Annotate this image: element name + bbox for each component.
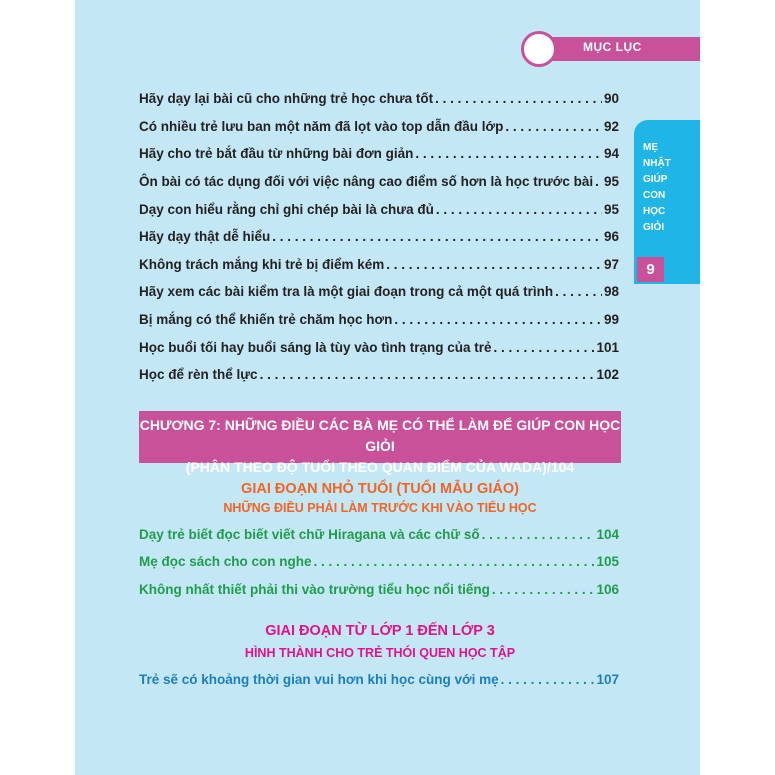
leader-dots xyxy=(394,312,602,327)
toc-entry-title: Mẹ đọc sách cho con nghe xyxy=(139,554,312,569)
toc-entry-page: 92 xyxy=(603,119,619,134)
leader-dots xyxy=(595,174,602,189)
toc-entry-page: 101 xyxy=(596,340,619,355)
leader-dots xyxy=(555,284,602,299)
chapter-heading-line: (PHÂN THEO ĐỘ TUỔI THEO QUAN ĐIỂM CỦA WADA)/104 xyxy=(185,459,575,475)
toc-entry[interactable] xyxy=(139,174,619,196)
toc-entry[interactable] xyxy=(139,554,619,576)
toc-entry[interactable] xyxy=(139,257,619,279)
leader-dots xyxy=(435,91,602,106)
leader-dots xyxy=(436,202,602,217)
side-tab-line: CON xyxy=(643,190,666,201)
toc-entry-page: 95 xyxy=(603,202,619,217)
section-subtitle: HÌNH THÀNH CHO TRẺ THÓI QUEN HỌC TẬP xyxy=(244,646,516,660)
toc-entry[interactable] xyxy=(139,340,619,362)
leader-dots xyxy=(505,119,602,134)
toc-entry-title: Học buổi tối hay buổi sáng là tùy vào tình trạng của trẻ xyxy=(139,340,492,355)
toc-entry-title: Dạy con hiểu rằng chỉ ghi chép bài là chưa đủ xyxy=(139,202,434,217)
toc-entry[interactable] xyxy=(139,312,619,334)
header-circle-icon xyxy=(521,31,557,67)
toc-entry-page: 105 xyxy=(596,554,619,569)
toc-entry[interactable] xyxy=(139,582,619,604)
toc-entry-page: 94 xyxy=(603,146,619,161)
toc-entry[interactable] xyxy=(139,672,619,694)
section-subtitle: NHỮNG ĐIỀU PHẢI LÀM TRƯỚC KHI VÀO TIỂU HỌC xyxy=(223,501,537,515)
toc-entry-title: Có nhiều trẻ lưu ban một năm đã lọt vào top dẫn đầu lớp xyxy=(139,119,504,134)
toc-entry[interactable] xyxy=(139,146,619,168)
toc-entry[interactable] xyxy=(139,229,619,251)
leader-dots xyxy=(501,672,595,687)
leader-dots xyxy=(415,146,602,161)
toc-entry-page: 99 xyxy=(603,312,619,327)
toc-entry[interactable] xyxy=(139,367,619,389)
side-tab-line: GIỎI xyxy=(643,222,665,233)
leader-dots xyxy=(494,340,595,355)
toc-entry-page: 96 xyxy=(603,229,619,244)
toc-entry-title: Hãy dạy thật dễ hiểu xyxy=(139,229,271,244)
chapter-heading-line: CHƯƠNG 7: NHỮNG ĐIỀU CÁC BÀ MẸ CÓ THỂ LÀM ĐỂ GIÚP CON HỌC GIỎI xyxy=(139,417,621,454)
leader-dots xyxy=(386,257,602,272)
toc-entry-title: Hãy xem các bài kiểm tra là một giai đoạn trong cả một quá trình xyxy=(139,284,554,299)
toc-entry-page: 95 xyxy=(603,174,619,189)
toc-entry[interactable] xyxy=(139,202,619,224)
toc-entry-page: 107 xyxy=(596,672,619,687)
chapter-number-badge: 9 xyxy=(637,257,664,282)
header-label: MỤC LỤC xyxy=(583,40,642,54)
leader-dots xyxy=(314,554,595,569)
section-title: GIAI ĐOẠN NHỎ TUỔI (TUỔI MẪU GIÁO) xyxy=(241,481,519,497)
toc-entry-title: Trẻ sẽ có khoảng thời gian vui hơn khi học cùng với mẹ xyxy=(139,672,499,687)
toc-entry-page: 97 xyxy=(603,257,619,272)
toc-entry[interactable] xyxy=(139,91,619,113)
toc-entry-title: Dạy trẻ biết đọc biết viết chữ Hiragana và các chữ số xyxy=(139,527,480,542)
leader-dots xyxy=(272,229,602,244)
side-tab-line: MẸ xyxy=(643,142,658,153)
toc-entry-page: 90 xyxy=(603,91,619,106)
toc-entry[interactable] xyxy=(139,119,619,141)
toc-entry-title: Không nhất thiết phải thi vào trường tiểu học nổi tiếng xyxy=(139,582,490,597)
side-tab-line: GIÚP xyxy=(643,174,668,185)
toc-entry-title: Học để rèn thể lực xyxy=(139,367,258,382)
toc-entry-title: Bị mắng có thể khiến trẻ chăm học hơn xyxy=(139,312,393,327)
leader-dots xyxy=(492,582,595,597)
toc-entry-title: Hãy cho trẻ bắt đầu từ những bài đơn giản xyxy=(139,146,414,161)
side-tab-title xyxy=(643,140,693,236)
toc-entry-title: Ôn bài có tác dụng đối với việc nâng cao điểm số hơn là học trước bài xyxy=(139,174,594,189)
section-title: GIAI ĐOẠN TỪ LỚP 1 ĐẾN LỚP 3 xyxy=(265,623,495,639)
toc-entry-page: 104 xyxy=(596,527,619,542)
toc-entry[interactable] xyxy=(139,284,619,306)
toc-entry-title: Hãy dạy lại bài cũ cho những trẻ học chưa tốt xyxy=(139,91,434,106)
toc-entry-title: Không trách mắng khi trẻ bị điểm kém xyxy=(139,257,385,272)
toc-entry-page: 106 xyxy=(596,582,619,597)
leader-dots xyxy=(260,367,595,382)
chapter-heading[interactable] xyxy=(139,411,621,475)
leader-dots xyxy=(482,527,595,542)
side-tab-line: HỌC xyxy=(643,206,666,217)
toc-entry[interactable] xyxy=(139,527,619,549)
side-tab-line: NHẬT xyxy=(643,158,671,169)
toc-entry-page: 98 xyxy=(603,284,619,299)
toc-entry-page: 102 xyxy=(596,367,619,382)
